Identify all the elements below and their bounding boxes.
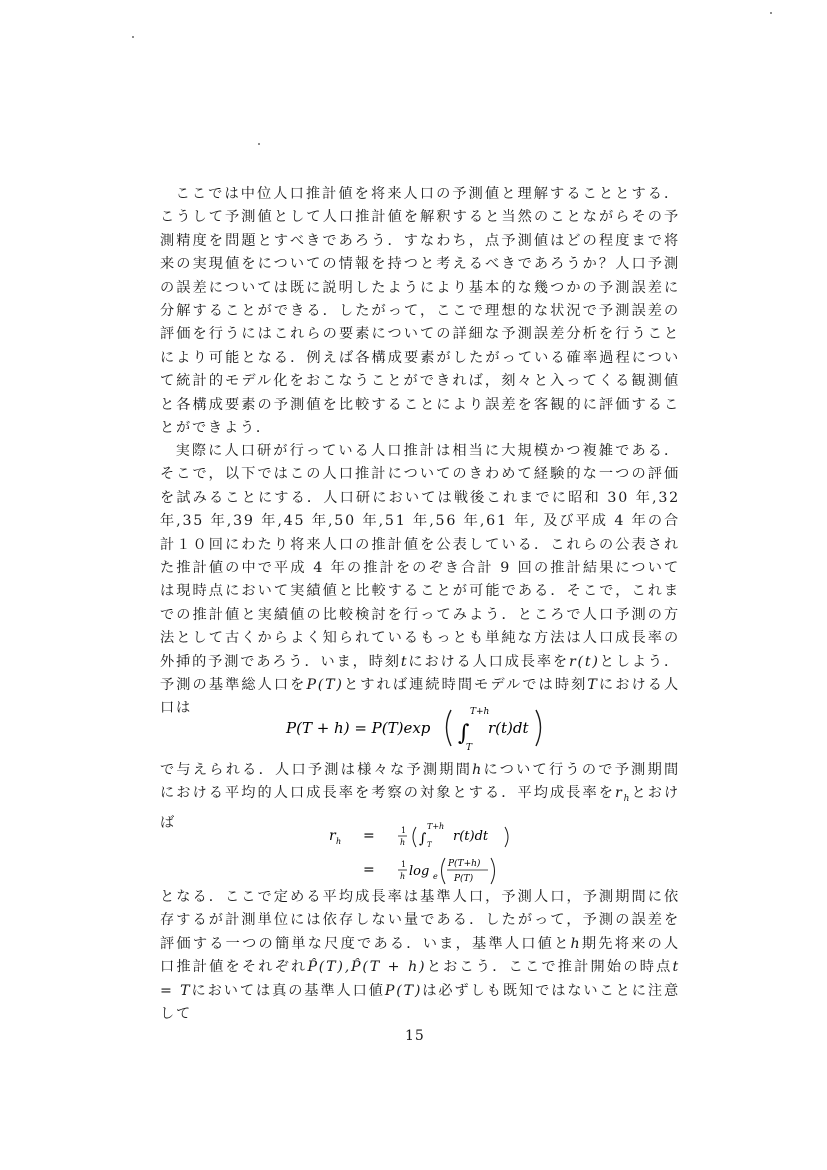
eq2-frac-den: h (400, 838, 406, 847)
eq2-integral-sign: ∫ (419, 831, 427, 847)
eq3-frac-den: h (400, 872, 406, 881)
equation-population-integral (280, 700, 550, 754)
eq3-log-subscript: e (433, 872, 438, 881)
eq3-log: log (409, 864, 430, 879)
eq2-lhs-subscript: h (336, 837, 342, 846)
paragraph-2-text: 実際に人口研が行っている人口推計は相当に大規模かつ複雑である．そこで，以下ではこの人口推計についてのきわめて経験的な一つの評価を試みることにする．人口研においては戦後これまでに昭和 30 年,32 年,35 年,39 年,45 年,50 年,51 年,56 年,61 年, 及び平成 4 年の合計１０回にわたり将来人口の推計値を公表している．これらの公表された推計値の中で平成 4 年の推計をのぞき合計 9 回の推計結果については現時点において実績値と比較することが可能である．そこで，これまでの推計値と実績値の比較検討を行ってみよう．ところで人口予測の方法として古くからよく知られているもっとも単純な方法は人口成長率の外挿的予測であろう．いま，時刻tにおける人口成長率をr(t)としよう．予測の基準総人口をP(T)とすれば連続時間モデルでは時刻Tにおける人口は (160, 443, 680, 717)
scan-speck (258, 143, 260, 145)
eq1-right-paren (536, 710, 541, 746)
paragraph-1-text: ここでは中位人口推計値を将来人口の予測値と理解することとする．こうして予測値として人口推計値を解釈すると当然のことながらその予測精度を問題とすべきであろう．すなわち，点予測値はどの程度まで将来の実現値をについての情報を持つと考えるべきであろうか？人口予測の誤差については既に説明したようにより基本的な幾つかの予測誤差に分解することができる．したがって，ここで理想的な状況で予測誤差の評価を行うにはこれらの要素についての詳細な予測誤差分析を行うことにより可能となる．例えば各構成要素がしたがっている確率過程について統計的モデル化をおこなうことができれば，刻々と入ってくる観測値と各構成要素の予測値を比較することにより誤差を客観的に評価することができよう． (160, 186, 680, 437)
eq2-equals: = (363, 828, 375, 844)
eq2-upper-limit: T+h (427, 822, 445, 831)
paragraph-2 (160, 440, 680, 721)
eq1-integral-sign: ∫ (458, 721, 470, 746)
equation-average-growth-rate (325, 816, 525, 850)
page-number: 15 (405, 1028, 425, 1044)
eq2-lower-limit: T (427, 841, 432, 849)
eq3-frac-num: 1 (401, 860, 407, 869)
eq1-integrand: r(t)dt (488, 719, 529, 737)
paragraph-4 (160, 886, 680, 1026)
eq3-equals: = (363, 862, 375, 878)
equation-average-growth-rate-log (325, 850, 525, 886)
paragraph-3-text: で与えられる．人口予測は様々な予測期間hについて行うので予測期間における平均的人口成長率を考察の対象とする．平均成長率を$r_h$とおけば (160, 762, 681, 831)
eq3-frac2-den: P(T) (454, 874, 474, 884)
eq2-integrand: r(t)dt (453, 829, 489, 844)
paragraph-1 (160, 183, 680, 440)
eq1-left-paren (447, 710, 452, 746)
eq1-lhs: P(T + h) = P(T)exp (286, 719, 431, 737)
eq1-upper-limit: T+h (470, 707, 490, 717)
eq2-frac-num: 1 (401, 826, 407, 835)
eq3-frac2-num: P(T+h) (448, 859, 481, 869)
scan-speck (132, 36, 134, 38)
paragraph-4-text: となる．ここで定める平均成長率は基準人口，予測人口，予測期間に依存するが計測単位には依存しない量である．したがって，予測の誤差を評価する一つの簡単な尺度である．いま，基準人口値とh期先将来の人口推計値をそれぞれP̂(T),P̂(T + h)とおこう．ここで推計開始の時点t = Tにおいては真の基準人口値P(T)は必ずしも既知ではないことに注意して (160, 889, 680, 1023)
eq1-lower-limit: T (466, 743, 473, 753)
scan-speck (770, 12, 772, 14)
eq2-lhs: r (329, 828, 336, 844)
